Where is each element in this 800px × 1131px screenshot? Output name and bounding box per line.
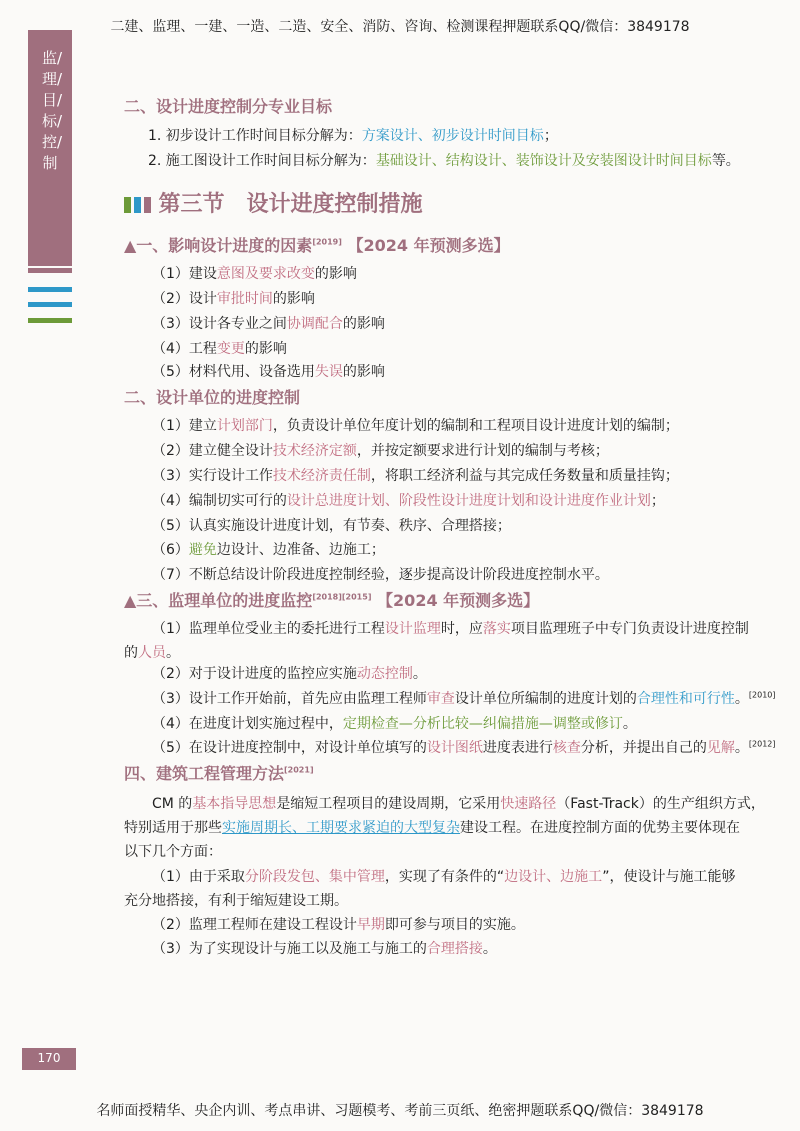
sidebar-label: 监/理/目/标/控/制 <box>42 49 63 172</box>
list-item: 2. 施工图设计工作时间目标分解为：基础设计、结构设计、装饰设计及安装图设计时间目标等。 <box>148 153 740 169</box>
section-heading-2: 二、设计进度控制分专业目标 <box>124 97 333 116</box>
list-item: （4）编制切实可行的设计总进度计划、阶段性设计进度计划和设计进度作业计划； <box>152 493 665 509</box>
list-item: （4）在进度计划实施过程中，定期检查—分析比较—纠偏措施—调整或修订。 <box>152 716 637 732</box>
list-item: （7）不断总结设计阶段进度控制经验，逐步提高设计阶段进度控制水平。 <box>152 567 609 583</box>
section-heading: 四、建筑工程管理方法[2021] <box>124 764 314 783</box>
list-item: （3）设计各专业之间协调配合的影响 <box>152 316 385 332</box>
list-item: （5）认真实施设计进度计划，有节奏、秩序、合理搭接； <box>152 518 511 534</box>
chevron-icon <box>124 199 154 215</box>
chapter-heading: 第三节 设计进度控制措施 <box>124 187 422 218</box>
paragraph-line: CM 的基本指导思想是缩短工程项目的建设周期，它采用快速路径（Fast-Track）的生产组织方式， <box>152 796 765 812</box>
page-footer: 名师面授精华、央企内训、考点串讲、习题模考、考前三页纸、绝密押题联系QQ/微信：3849178 <box>96 1103 704 1119</box>
list-item: （2）建立健全设计技术经济定额，并按定额要求进行计划的编制与考核； <box>152 443 609 459</box>
list-item-continued: 充分地搭接，有利于缩短建设工期。 <box>124 893 348 909</box>
section-heading: ▲一、影响设计进度的因素[2019] 【2024 年预测多选】 <box>124 236 510 255</box>
list-item: （3）实行设计工作技术经济责任制，将职工经济利益与其完成任务数量和质量挂钩； <box>152 468 679 484</box>
list-item-continued: 的人员。 <box>124 645 180 661</box>
list-item: （2）监理工程师在建设工程设计早期即可参与项目的实施。 <box>152 917 525 933</box>
list-item: （6）避免边设计、边准备、边施工； <box>152 542 385 558</box>
page-header: 二建、监理、一建、一造、二造、安全、消防、咨询、检测课程押题联系QQ/微信：3849178 <box>110 19 690 35</box>
list-item: （5）材料代用、设备选用失误的影响 <box>152 364 385 380</box>
list-item: （2）对于设计进度的监控应实施动态控制。 <box>152 666 427 682</box>
paragraph-line: 以下几个方面： <box>124 844 222 860</box>
list-item: （1）建设意图及要求改变的影响 <box>152 266 357 282</box>
section-heading: ▲三、监理单位的进度监控[2018][2015] 【2024 年预测多选】 <box>124 591 540 610</box>
section-heading: 二、设计单位的进度控制 <box>124 388 301 407</box>
list-item: （3）设计工作开始前，首先应由监理工程师审查设计单位所编制的进度计划的合理性和可行性。[2010] <box>152 690 776 707</box>
list-item: 1. 初步设计工作时间目标分解为：方案设计、初步设计时间目标； <box>148 128 558 144</box>
paragraph-line: 特别适用于那些实施周期长、工期要求紧迫的大型复杂建设工程。在进度控制方面的优势主要体现在 <box>124 820 740 836</box>
page-number-box <box>22 1048 76 1070</box>
list-item: （1）由于采取分阶段发包、集中管理，实现了有条件的“边设计、边施工”，使设计与施工能够 <box>152 869 736 885</box>
list-item: （4）工程变更的影响 <box>152 341 287 357</box>
list-item: （1）建立计划部门，负责设计单位年度计划的编制和工程项目设计进度计划的编制； <box>152 418 679 434</box>
list-item: （3）为了实现设计与施工以及施工与施工的合理搭接。 <box>152 941 497 957</box>
page-number: 170 <box>37 1051 61 1065</box>
list-item: （1）监理单位受业主的委托进行工程设计监理时，应落实项目监理班子中专门负责设计进度控制 <box>152 621 749 637</box>
list-item: （5）在设计进度控制中，对设计单位填写的设计图纸进度表进行核查分析，并提出自己的见解。[2012] <box>152 739 776 756</box>
list-item: （2）设计审批时间的影响 <box>152 291 315 307</box>
